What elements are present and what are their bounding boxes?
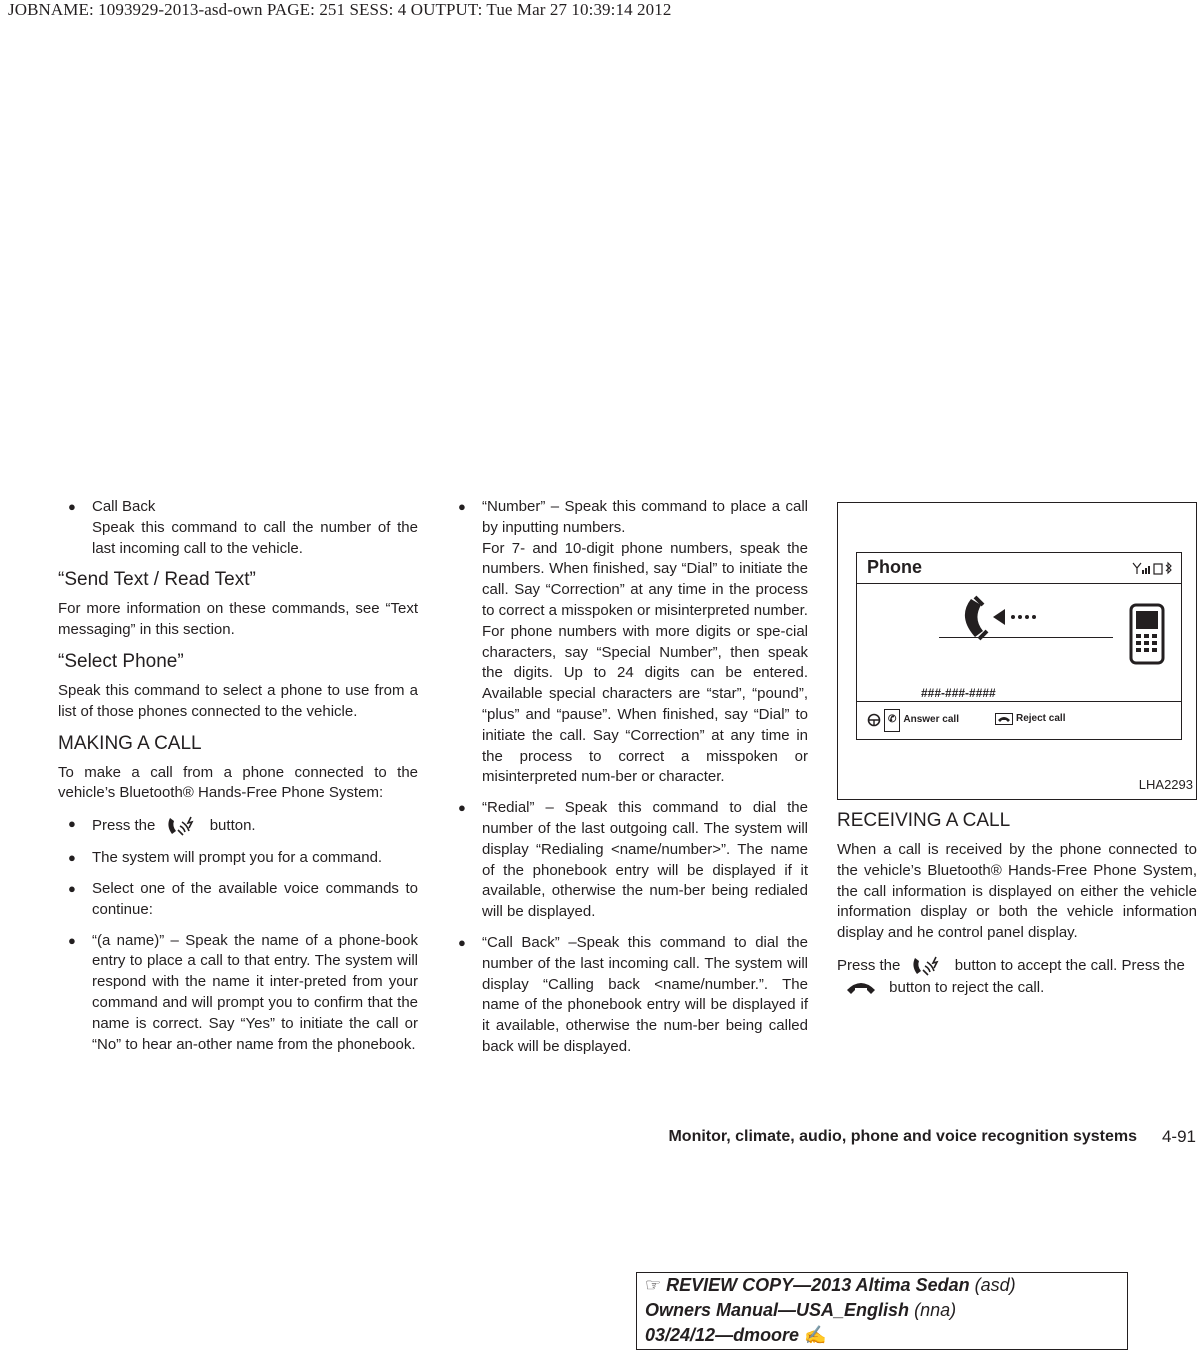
a-name-text: “(a name)” – Speak the name of a phone-book entry to place a call to that entry. The system will respond with the name it inter-preted from your command and will prompt you to confirm that the name is correct. Say “Yes” to initiate the call or “No” to hear an-other name from the phonebook. [92, 931, 418, 1053]
call-back-cmd-text: “Call Back” –Speak this command to dial the number of the last incoming call. The system will display “Calling back <name/number.”. The name of the phonebook entry will be displayed if it available, otherwise the num-ber being called back will be displayed. [482, 933, 808, 1055]
answer-call-button[interactable] [867, 709, 959, 732]
bullet-select-one [58, 879, 418, 921]
review-line-2 [645, 1298, 1127, 1323]
bullet-icon: ● [68, 816, 76, 832]
call-back-title: Call Back [92, 498, 156, 515]
phone-screen-figure [837, 502, 1197, 800]
redial-text: “Redial” – Speak this command to dial the number of the last outgoing call. The system will display “Redialing <name/number>”. The name of the phonebook entry will be displayed if it available, otherwise the num-ber being redialed will be displayed. [482, 799, 808, 921]
review-line-3-bold: 03/24/12—dmoore [645, 1325, 800, 1345]
review-line-1-tail: (asd) [974, 1275, 1016, 1295]
footer-section-title: Monitor, climate, audio, phone and voice recognition systems [668, 1128, 1137, 1145]
answer-call-label: Answer call [903, 714, 959, 725]
signal-battery-bluetooth-icon [1131, 561, 1175, 575]
phone-display [856, 552, 1182, 740]
bullet-icon: ● [68, 499, 76, 514]
press-post: button. [209, 817, 256, 835]
press-pre: Press the [92, 817, 156, 835]
bullet-call-back [58, 497, 418, 559]
receiving-call-heading: RECEIVING A CALL [837, 810, 1011, 831]
making-call-body: To make a call from a phone connected to the vehicle’s Bluetooth® Hands-Free Phone System: [58, 763, 418, 802]
number-text-2: For 7- and 10-digit phone numbers, speak the numbers. When finished, say “Dial” to initiate the call. Say “Correction” at any time in the process to correct a misspoken or misinterpreted number. [482, 539, 808, 619]
bullet-icon: ● [68, 850, 76, 866]
send-text-body: For more information on these commands, see “Text messaging” in this section. [58, 600, 418, 639]
making-call-heading: MAKING A CALL [58, 732, 202, 754]
job-header: JOBNAME: 1093929-2013-asd-own PAGE: 251 SESS: 4 OUTPUT: Tue Mar 27 10:39:14 2012 [8, 0, 672, 19]
select-one-text: Select one of the available voice commands to continue: [92, 879, 418, 918]
review-line-2-bold: Owners Manual—USA_English [645, 1300, 910, 1320]
incoming-call-icon [957, 595, 1047, 641]
review-line-1-bold: REVIEW COPY—2013 Altima Sedan [666, 1275, 970, 1295]
bullet-call-back-cmd [448, 933, 808, 1058]
writing-hand-icon: ✍ [804, 1325, 827, 1345]
steering-wheel-icon [867, 713, 881, 727]
review-line-3 [645, 1323, 1127, 1348]
bullet-press [58, 814, 418, 838]
bullet-number [448, 497, 808, 788]
call-back-text: Speak this command to call the number of the last incoming call to the vehicle. [92, 518, 418, 557]
receiving-press-mid: button to accept the call. Press the [954, 956, 1185, 974]
send-text-heading: “Send Text / Read Text” [58, 569, 256, 591]
bullet-redial [448, 798, 808, 923]
bullet-prompt [58, 848, 418, 869]
bullet-a-name [58, 931, 418, 1056]
talk-phone-icon [909, 954, 947, 978]
number-text-1: “Number” – Speak this command to place a call by inputting numbers. [482, 498, 808, 536]
reject-call-label: Reject call [1016, 713, 1066, 724]
screen-title: Phone [867, 557, 923, 577]
figure-id: LHA2293 [1138, 777, 1193, 793]
receiving-call-body: When a call is received by the phone connected to the vehicle’s Bluetooth® Hands-Free Phone System, the call information is displayed on either the vehicle information display or both the vehicle information display and he control panel display. [837, 841, 1197, 942]
review-copy-box [636, 1272, 1128, 1350]
column-left [58, 497, 418, 1055]
receiving-press-text [837, 954, 1197, 999]
mobile-phone-icon [1129, 603, 1165, 665]
page-number: 4-91 [1161, 1127, 1196, 1146]
hang-up-phone-icon [841, 980, 881, 996]
pointing-hand-icon: ☞ [645, 1275, 662, 1295]
bullet-icon: ● [458, 499, 466, 514]
number-placeholder: ###-###-#### [921, 686, 996, 700]
review-line-1 [645, 1273, 1127, 1298]
receiving-press-pre: Press the [837, 956, 901, 974]
receiving-press-post: button to reject the call. [889, 978, 1045, 996]
hang-up-icon [995, 713, 1013, 725]
talk-phone-icon [164, 814, 202, 838]
number-text-3: For phone numbers with more digits or spe-cial characters, say “Special Number”, then speak the digits. Up to 24 digits can be entered. Available special characters are “star”, “pound”, “plus” and “pause”. When finished, say “Dial” to initiate the call. Say “Correction” at any time in the process to correct a misspoken or misinterpreted num-ber or character. [482, 622, 808, 786]
bullet-icon: ● [458, 934, 466, 950]
prompt-text: The system will prompt you for a command. [92, 849, 383, 867]
bullet-icon: ● [68, 880, 76, 896]
select-phone-heading: “Select Phone” [58, 650, 184, 672]
select-phone-body: Speak this command to select a phone to use from a list of those phones connected to the vehicle. [58, 681, 418, 720]
bullet-icon: ● [458, 800, 466, 816]
bullet-icon: ● [68, 932, 76, 948]
review-line-2-tail: (nna) [914, 1300, 957, 1320]
column-middle [448, 497, 808, 1058]
reject-call-button[interactable] [995, 709, 1065, 730]
column-right [837, 497, 1197, 999]
answer-talk-icon: ✆ [884, 709, 900, 732]
